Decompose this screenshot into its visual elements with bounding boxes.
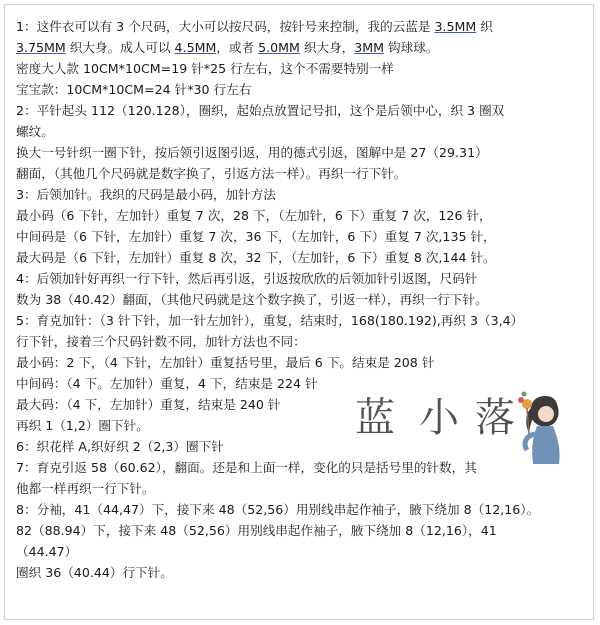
text-line-5	[16, 100, 586, 121]
text-line-19	[16, 394, 586, 415]
text-segment: 7：育克引返 58（60.62），翻面。还是和上面一样，变化的只是括号里的针数，其	[16, 460, 477, 475]
text-line-21	[16, 436, 586, 457]
text-line-11	[16, 226, 586, 247]
text-segment: 82（88.94）下，接下来 48（52,56）用别线串起作袖子，腋下绕加 8（12,16），41	[16, 523, 497, 538]
text-line-18	[16, 373, 586, 394]
text-segment: 织大身。成人可以	[65, 40, 175, 55]
watermark-char: 落	[475, 395, 515, 441]
text-segment: 宝宝款：10CM*10CM=24 针*30 行左右	[16, 82, 252, 97]
text-line-13	[16, 268, 586, 289]
text-line-4	[16, 79, 586, 100]
text-segment: 最大码是（6 下针，左加针）重复 8 次，32 下，（左加针，6 下）重复 8 次,144 针。	[16, 250, 496, 265]
pattern-instructions	[16, 16, 586, 583]
text-line-22	[16, 457, 586, 478]
text-line-20	[16, 415, 586, 436]
watermark-char: 蓝	[355, 395, 395, 441]
text-line-8	[16, 163, 586, 184]
text-line-26	[16, 541, 586, 562]
text-line-2	[16, 37, 586, 58]
needle-size: 3.75MM	[16, 40, 66, 55]
text-segment: 4：后领加针好再织一行下针，然后再引返，引返按欣欣的后领加针引返图，尺码针	[16, 271, 478, 286]
text-line-14	[16, 289, 586, 310]
text-segment: 3：后领加针。我织的尺码是最小码，加针方法	[16, 187, 276, 202]
text-segment: 圈织 36（40.44）行下针。	[16, 565, 173, 580]
watermark-char: 小	[419, 395, 459, 441]
text-segment: 1：这件衣可以有 3 个尺码，大小可以按尺码，按针号来控制，我的云蓝是	[16, 19, 435, 34]
needle-size: 3MM	[354, 40, 385, 55]
text-line-25	[16, 520, 586, 541]
text-segment: （44.47）	[16, 544, 78, 559]
needle-size: 4.5MM	[174, 40, 217, 55]
text-segment: 螺纹。	[16, 124, 54, 139]
text-line-6	[16, 121, 586, 142]
text-segment: 织	[476, 19, 493, 34]
text-segment: 他都一样再织一行下针。	[16, 481, 155, 496]
text-line-17	[16, 352, 586, 373]
text-line-1	[16, 16, 586, 37]
text-segment: 换大一号针织一圈下针，按后领引返图引返，用的德式引返，图解中是 27（29.31）	[16, 145, 488, 160]
text-line-3	[16, 58, 586, 79]
text-line-16	[16, 331, 586, 352]
text-line-15	[16, 310, 586, 331]
text-line-12	[16, 247, 586, 268]
text-line-23	[16, 478, 586, 499]
text-segment: 5：育克加针：（3 针下针，加一针左加针），重复，结束时，168(180.192),再织 3（3,4）	[16, 313, 524, 328]
text-line-27	[16, 562, 586, 583]
text-segment: 钩球球。	[384, 40, 439, 55]
text-segment: 6：织花样 A,织好织 2（2,3）圈下针	[16, 439, 224, 454]
text-segment: 中间码：（4 下。左加针）重复，4 下，结束是 224 针	[16, 376, 318, 391]
text-segment: 织大身，	[299, 40, 355, 55]
needle-size: 3.5MM	[434, 19, 477, 34]
text-segment: 8：分袖，41（44,47）下，接下来 48（52,56）用别线串起作袖子，腋下绕加 8（12,16）。	[16, 502, 540, 517]
text-segment: 翻面，（其他几个尺码就是数字换了，引返方法一样）。再织一行下针。	[16, 166, 407, 181]
text-line-24	[16, 499, 586, 520]
needle-size: 5.0MM	[258, 40, 300, 55]
text-line-9	[16, 184, 586, 205]
text-segment: 行下针，接着三个尺码针数不同，加针方法也不同：	[16, 334, 306, 349]
text-segment: 2：平针起头 112（120.128），圈织，起始点放置记号扣，这个是后领中心，织 3 圈双	[16, 103, 505, 118]
text-line-7	[16, 142, 586, 163]
text-segment: 最小码（6 下针，左加针）重复 7 次，28 下，（左加针，6 下）重复 7 次，126 针，	[16, 208, 492, 223]
text-segment: 最小码：2 下，（4 下针，左加针）重复括号里，最后 6 下。结束是 208 针	[16, 355, 435, 370]
text-segment: 再织 1（1,2）圈下针。	[16, 418, 149, 433]
text-segment: 数为 38（40.42）翻面，（其他尺码就是这个数字换了，引返一样），再织一行下针。	[16, 292, 488, 307]
text-segment: 密度大人款 10CM*10CM=19 针*25 行左右，这个不需要特别一样	[16, 61, 394, 76]
text-line-10	[16, 205, 586, 226]
text-segment: 最大码：（4 下，左加针）重复，结束是 240 针	[16, 397, 281, 412]
text-segment: ，或者	[216, 40, 259, 55]
text-segment: 中间码是（6 下针，左加针）重复 7 次，36 下，（左加针，6 下）重复 7 次,135 针，	[16, 229, 496, 244]
